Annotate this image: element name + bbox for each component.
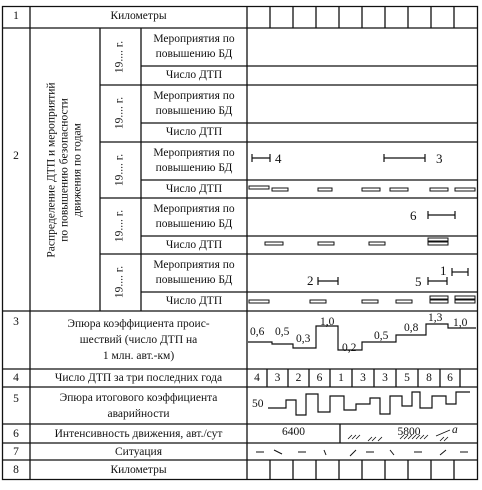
row8-number: 8 — [13, 464, 19, 476]
accident-count-label: Число ДТП — [165, 295, 223, 307]
situation-marks — [256, 450, 468, 456]
measures-label: повышению БД — [155, 274, 233, 286]
intensity-left: 6400 — [282, 426, 305, 438]
row1-label: Километры — [110, 10, 167, 22]
coefficient-value: 0,3 — [296, 333, 311, 345]
row8-label: Километры — [110, 464, 167, 476]
year-label: 19.... г. — [113, 265, 126, 299]
accident-count-cell: 5 — [404, 372, 410, 384]
coefficient-value: 0,2 — [342, 342, 357, 354]
accident-count-cell: 3 — [382, 372, 388, 384]
measures-label: Мероприятия по — [153, 203, 235, 215]
coefficient-value: 0,6 — [250, 326, 265, 338]
accident-count-cell: 6 — [447, 372, 453, 384]
coefficient-value: 1,3 — [428, 312, 443, 324]
coefficient-value: 1,0 — [320, 316, 335, 328]
row3-label: Эпюра коэффициента проис- — [67, 318, 210, 330]
measure-marker: 3 — [436, 151, 443, 166]
row4-label: Число ДТП за три последних года — [54, 372, 223, 384]
row4-number: 4 — [13, 372, 19, 384]
row5-number: 5 — [13, 393, 19, 405]
row2-title: Распределение ДТП и мероприятий по повышению безопасности движения по годам — [45, 82, 84, 258]
coefficient-value: 1,0 — [453, 317, 468, 329]
row7-number: 7 — [13, 446, 19, 458]
year-label: 19.... г. — [113, 209, 126, 243]
measures-label: Мероприятия по — [153, 147, 235, 159]
row5-label: Эпюра итогового коэффициента — [59, 392, 218, 404]
measure-marker: 2 — [307, 273, 314, 288]
final-coefficient-value: 50 — [252, 398, 264, 410]
row6-label: Интенсивность движения, авт./сут — [54, 428, 223, 440]
measure-marker: 4 — [275, 151, 282, 166]
measure-intervals — [252, 151, 468, 288]
measure-marker: 6 — [410, 208, 417, 223]
measure-marker: 5 — [415, 274, 422, 289]
accident-bars — [249, 186, 475, 303]
row6-number: 6 — [13, 428, 19, 440]
row5-label: аварийности — [107, 408, 170, 420]
accident-count-cell: 4 — [254, 372, 260, 384]
intensity-mark: a — [452, 424, 458, 436]
row1-number: 1 — [13, 10, 19, 22]
coefficient-value: 0,8 — [404, 322, 419, 334]
row3-label: 1 млн. авт.-км) — [102, 350, 175, 362]
measures-label: Мероприятия по — [153, 90, 235, 102]
year-label: 19.... г. — [113, 96, 126, 130]
measures-label: повышению БД — [155, 48, 233, 60]
year-label: 19.... г. — [113, 153, 126, 187]
measures-label: Мероприятия по — [153, 259, 235, 271]
coefficient-value: 0,5 — [374, 330, 389, 342]
accident-count-cell: 3 — [274, 372, 281, 384]
accident-count-label: Число ДТП — [165, 69, 223, 81]
accident-count-label: Число ДТП — [165, 126, 223, 138]
measures-label: повышению БД — [155, 105, 233, 117]
measures-label: Мероприятия по — [153, 33, 235, 45]
row3-number: 3 — [13, 316, 19, 328]
coefficient-value: 0,5 — [275, 326, 290, 338]
measures-label: повышению БД — [155, 218, 233, 230]
accident-count-cell: 6 — [316, 372, 323, 384]
measures-label: повышению БД — [155, 162, 233, 174]
row7-label: Ситуация — [115, 446, 162, 458]
measure-marker: 1 — [440, 263, 447, 278]
accident-count-label: Число ДТП — [165, 183, 223, 195]
row2-number: 2 — [13, 150, 19, 162]
year-label: 19.... г. — [113, 40, 126, 74]
accident-count-cell: 8 — [426, 372, 432, 384]
intensity-right: 5800 — [397, 426, 421, 438]
accident-count-label: Число ДТП — [165, 239, 223, 251]
accident-count-cell: 1 — [338, 372, 344, 384]
row3-label: шествий (число ДТП на — [79, 334, 198, 346]
final-coefficient-epure — [268, 392, 470, 415]
accident-count-cell: 3 — [360, 372, 366, 384]
accident-count-cell: 2 — [295, 372, 302, 384]
